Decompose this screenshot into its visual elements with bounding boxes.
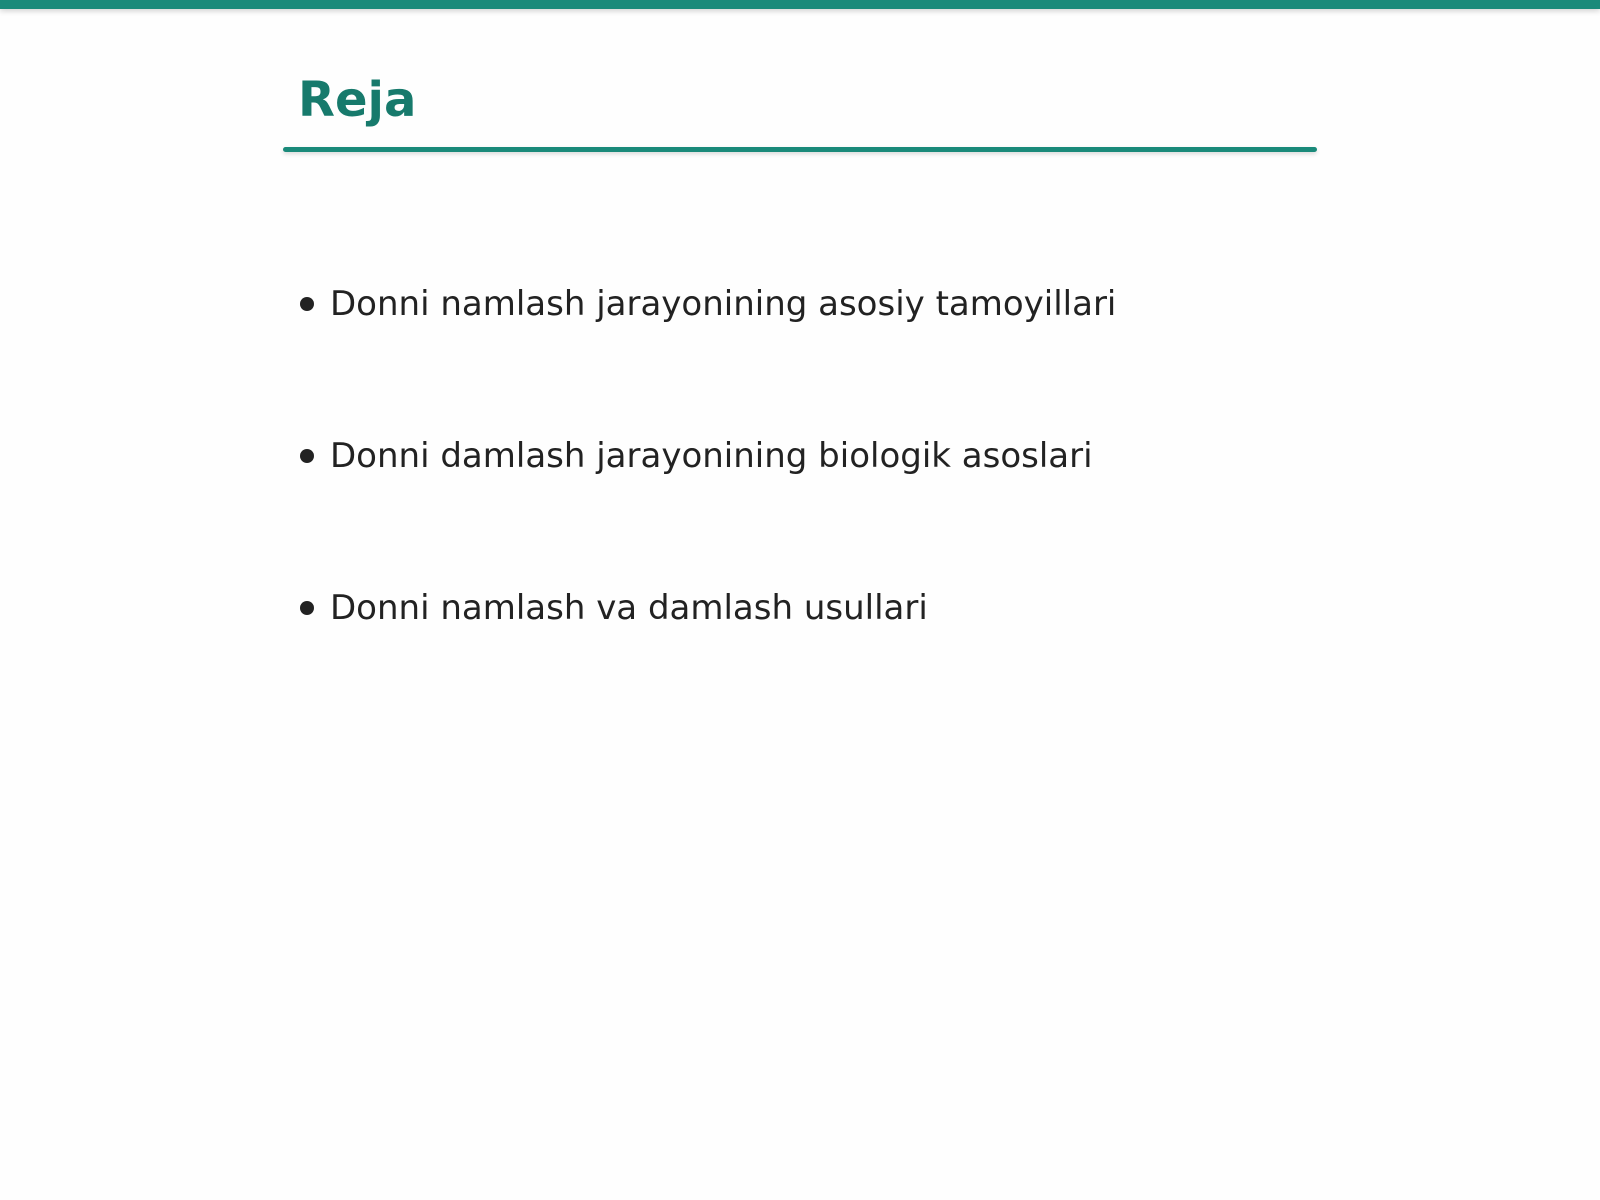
title-underline — [283, 147, 1317, 152]
bullet-text: Donni damlash jarayonining biologik asoslari — [330, 436, 1093, 476]
bullet-dot-icon — [300, 297, 314, 311]
bullet-text: Donni namlash va damlash usullari — [330, 588, 928, 628]
bullet-dot-icon — [300, 449, 314, 463]
slide-title: Reja — [298, 72, 417, 128]
top-accent-bar — [0, 0, 1600, 9]
bullet-text: Donni namlash jarayonining asosiy tamoyillari — [330, 284, 1117, 324]
bullet-dot-icon — [300, 601, 314, 615]
